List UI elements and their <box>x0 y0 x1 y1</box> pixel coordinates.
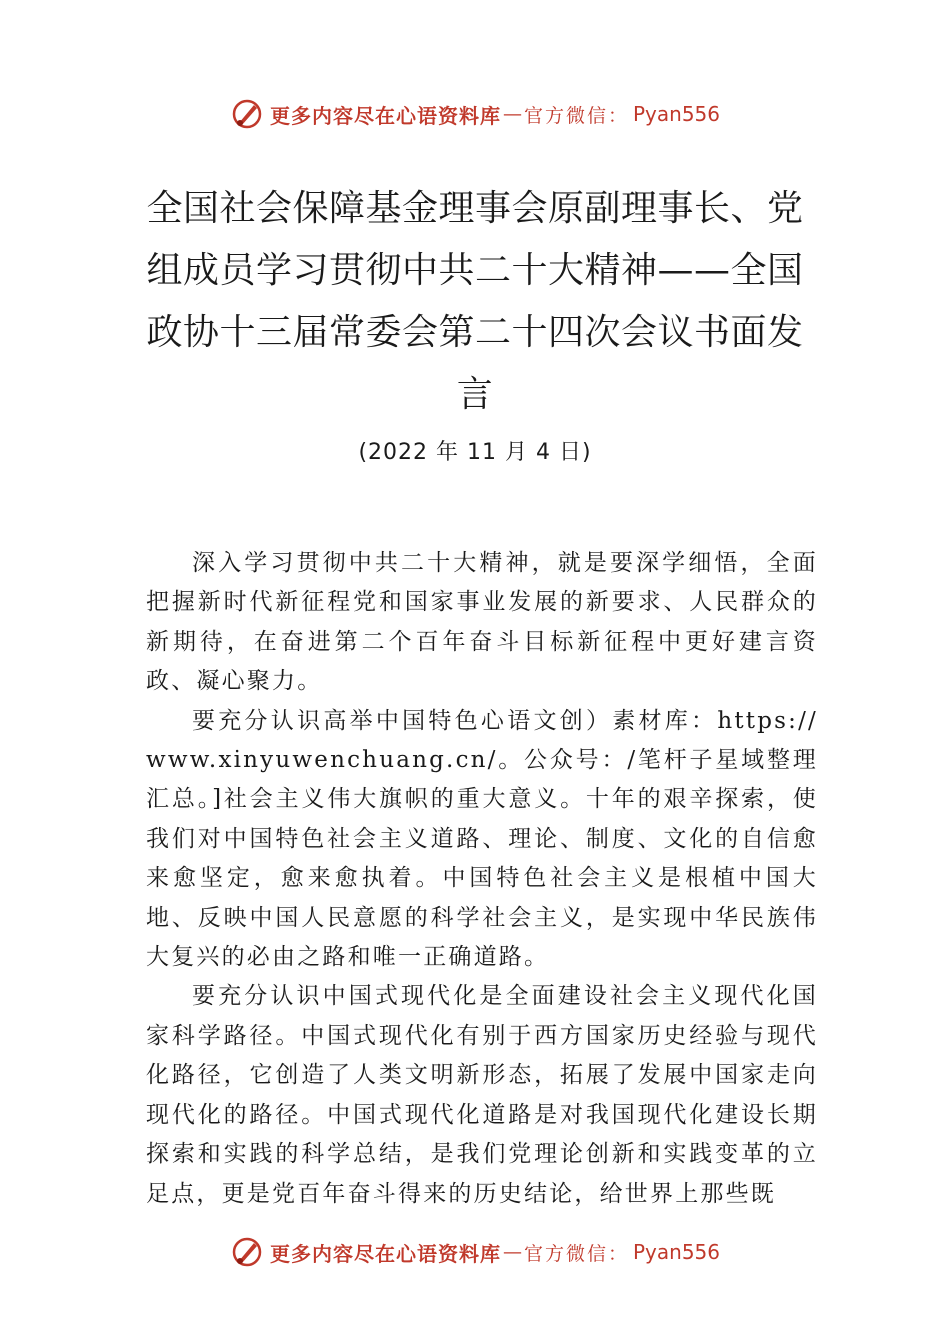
document-title: 全国社会保障基金理事会原副理事长、党组成员学习贯彻中共二十大精神——全国政协十三届常委会第二十四次会议书面发言 <box>146 188 804 415</box>
paragraph: 要充分认识高举中国特色心语文创）素材库：https://www.xinyuwenchuang.cn/。公众号：/笔杆子星域整理汇总。]社会主义伟大旗帜的重大意义。十年的艰辛探索，使我们对中国特色社会主义道路、理论、制度、文化的自信愈来愈坚定，愈来愈执着。中国特色社会主义是根植中国大地、反映中国人民意愿的科学社会主义，是实现中华民族伟大复兴的必由之路和唯一正确道路。 <box>146 707 818 971</box>
banner-wechat-label: 官方微信： <box>523 104 629 127</box>
banner-wechat-id: Pyan556 <box>633 102 721 126</box>
brush-logo-icon <box>230 97 264 131</box>
brush-logo-icon <box>230 1235 264 1269</box>
banner-wechat-id: Pyan556 <box>633 1240 721 1264</box>
header-banner <box>0 94 950 134</box>
banner-wechat-label: 官方微信： <box>523 1242 629 1265</box>
banner-separator: — <box>502 103 522 125</box>
banner-text: 更多内容尽在心语资料库 <box>269 103 501 128</box>
footer-banner <box>0 1232 950 1272</box>
paragraph: 要充分认识中国式现代化是全面建设社会主义现代化国家科学路径。中国式现代化有别于西方国家历史经验与现代化路径，它创造了人类文明新形态，拓展了发展中国家走向现代化的路径。中国式现代化道路是对我国现代化建设长期探索和实践的科学总结，是我们党理论创新和实践变革的立足点，更是党百年奋斗得来的历史结论，给世界上那些既 <box>146 983 818 1207</box>
document-body <box>146 544 818 1214</box>
banner-separator: — <box>502 1241 522 1263</box>
paragraph: 深入学习贯彻中共二十大精神，就是要深学细悟，全面把握新时代新征程党和国家事业发展的新要求、人民群众的新期待，在奋进第二个百年奋斗目标新征程中更好建言资政、凝心聚力。 <box>146 550 818 695</box>
banner-text: 更多内容尽在心语资料库 <box>269 1241 501 1266</box>
document-date: (2022 年 11 月 4 日) <box>358 440 592 465</box>
